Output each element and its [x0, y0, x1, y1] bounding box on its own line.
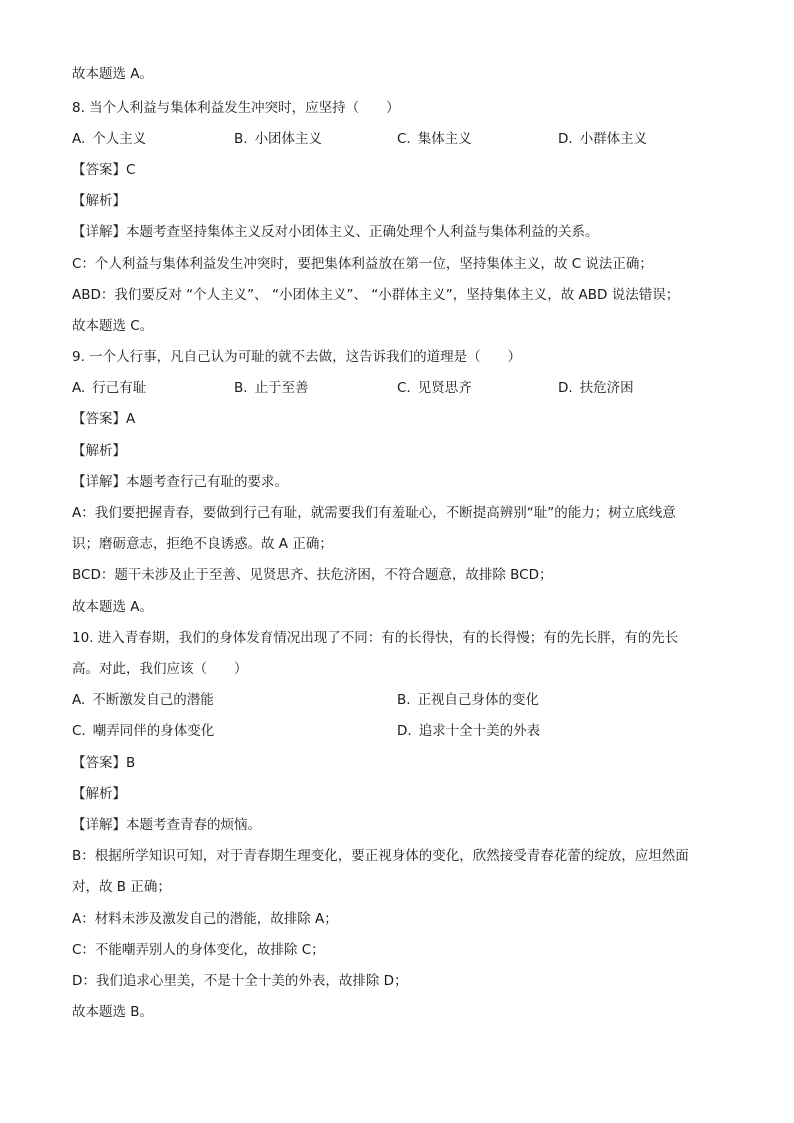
q9-option-b: B. 止于至善 — [234, 380, 309, 396]
q10-option-b: B. 正视自己身体的变化 — [397, 692, 540, 708]
q9-explain-a-line2: 识；磨砺意志，拒绝不良诱惑。故 A 正确； — [72, 536, 333, 552]
q10-analysis-heading: 【解析】 — [72, 786, 126, 802]
q10-explain-a: A：材料未涉及激发自己的潜能，故排除 A； — [72, 911, 338, 927]
q8-analysis-heading: 【解析】 — [72, 193, 126, 209]
q9-option-c: C. 见贤思齐 — [397, 380, 472, 396]
q10-detail: 【详解】本题考查青春的烦恼。 — [72, 817, 261, 833]
q8-explain-abd: ABD：我们要反对 “个人主义”、 “小团体主义”、 “小群体主义”，坚持集体主义，故 ABD 说法错误； — [72, 287, 680, 303]
q9-answer: 【答案】A — [72, 411, 136, 427]
q10-option-a: A. 不断激发自己的潜能 — [72, 692, 214, 708]
q9-option-d: D. 扶危济困 — [558, 380, 634, 396]
q10-option-c: C. 嘲弄同伴的身体变化 — [72, 723, 215, 739]
q10-explain-c: C：不能嘲弄别人的身体变化，故排除 C； — [72, 942, 325, 958]
q8-conclusion: 故本题选 C。 — [72, 318, 154, 334]
q10-explain-d: D：我们追求心里美，不是十全十美的外表，故排除 D； — [72, 973, 408, 989]
q10-option-d: D. 追求十全十美的外表 — [397, 723, 541, 739]
question-10-stem-line1: 10. 进入青春期，我们的身体发育情况出现了不同：有的长得快，有的长得慢；有的先长胖，有的先长 — [72, 630, 679, 646]
q8-option-c: C. 集体主义 — [397, 131, 472, 147]
question-10-stem-line2: 高。对此，我们应该（ ） — [72, 661, 248, 677]
q8-option-b: B. 小团体主义 — [234, 131, 323, 147]
q10-explain-b-line1: B：根据所学知识可知，对于青春期生理变化，要正视身体的变化，欣然接受青春花蕾的绽放，应坦然面 — [72, 848, 689, 864]
q10-explain-b-line2: 对，故 B 正确； — [72, 879, 171, 895]
q9-option-a: A. 行己有耻 — [72, 380, 147, 396]
q10-answer: 【答案】B — [72, 755, 136, 771]
q9-detail: 【详解】本题考查行己有耻的要求。 — [72, 474, 288, 490]
q8-detail: 【详解】本题考查坚持集体主义反对小团体主义、正确处理个人利益与集体利益的关系。 — [72, 224, 599, 240]
q8-option-d: D. 小群体主义 — [558, 131, 648, 147]
question-9-stem: 9. 一个人行事，凡自己认为可耻的就不去做，这告诉我们的道理是（ ） — [72, 349, 522, 365]
q9-conclusion: 故本题选 A。 — [72, 599, 154, 615]
q8-explain-c: C：个人利益与集体利益发生冲突时，要把集体利益放在第一位，坚持集体主义，故 C 说法正确； — [72, 256, 653, 272]
q10-conclusion: 故本题选 B。 — [72, 1004, 154, 1020]
q8-answer: 【答案】C — [72, 162, 136, 178]
q9-analysis-heading: 【解析】 — [72, 443, 126, 459]
q9-explain-a-line1: A：我们要把握青春，要做到行己有耻，就需要我们有羞耻心，不断提高辨别“耻”的能力；树立底线意 — [72, 505, 676, 521]
q8-option-a: A. 个人主义 — [72, 131, 147, 147]
q9-explain-bcd: BCD：题干未涉及止于至善、见贤思齐、扶危济困，不符合题意，故排除 BCD； — [72, 567, 553, 583]
question-8-stem: 8. 当个人利益与集体利益发生冲突时，应坚持（ ） — [72, 100, 400, 116]
answer-conclusion-q7: 故本题选 A。 — [72, 66, 154, 82]
